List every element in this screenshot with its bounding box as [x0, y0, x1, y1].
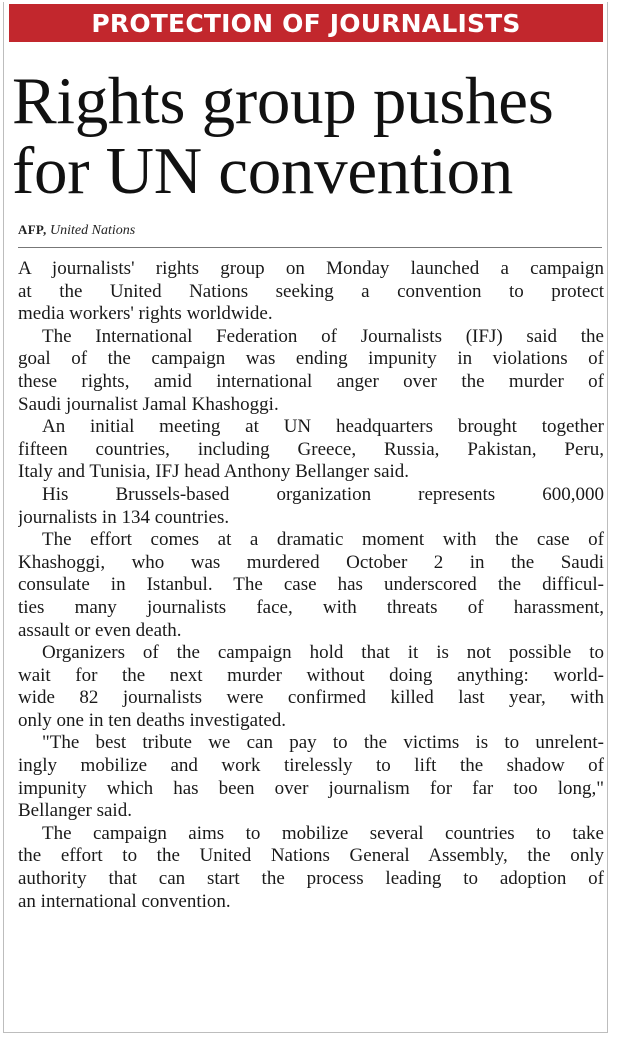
- byline-location: United Nations: [50, 223, 136, 238]
- paragraph-line: assault or even death.: [18, 619, 182, 641]
- paragraph-line: impunity which has been over journalism for far too long,": [18, 777, 604, 799]
- paragraph-line: ingly mobilize and work tirelessly to lift the shadow of: [18, 755, 604, 777]
- paragraph-line: The International Federation of Journalists (IFJ) said the: [42, 325, 604, 347]
- paragraph-line: Saudi journalist Jamal Khashoggi.: [18, 393, 279, 415]
- paragraph-line: fifteen countries, including Greece, Russia, Pakistan, Peru,: [18, 438, 604, 460]
- paragraph-line: Italy and Tunisia, IFJ head Anthony Bellanger said.: [18, 461, 410, 483]
- paragraph: [18, 642, 604, 732]
- paragraph-line: consulate in Istanbul. The case has underscored the difficul-: [18, 574, 604, 596]
- paragraph-line: ties many journalists face, with threats of harassment,: [18, 596, 604, 618]
- paragraph: [18, 732, 604, 822]
- paragraph: [18, 416, 604, 484]
- paragraph-line: the effort to the United Nations General Assembly, the only: [18, 845, 604, 867]
- byline-source: AFP,: [18, 222, 47, 237]
- paragraph-line: authority that can start the process leading to adoption of: [18, 868, 604, 890]
- headline-line: Rights group pushes: [12, 64, 554, 138]
- paragraph: [18, 258, 604, 326]
- paragraph: [18, 326, 604, 416]
- paragraph-line: goal of the campaign was ending impunity in violations of: [18, 348, 604, 370]
- paragraph-line: at the United Nations seeking a convention to protect: [18, 280, 604, 302]
- paragraph-line: Organizers of the campaign hold that it is not possible to: [42, 642, 604, 664]
- paragraph: [18, 484, 604, 529]
- paragraph-line: The campaign aims to mobilize several countries to take: [42, 822, 604, 844]
- paragraph-line: His Brussels-based organization represents 600,000: [42, 483, 604, 505]
- paragraph-line: wait for the next murder without doing anything: world-: [18, 664, 604, 686]
- headline-line: for UN convention: [12, 134, 513, 208]
- byline-rule: [18, 247, 602, 248]
- paragraph-line: Khashoggi, who was murdered October 2 in the Saudi: [18, 551, 604, 573]
- paragraph-line: an international convention.: [18, 890, 231, 912]
- byline: [18, 222, 135, 239]
- article-body: [18, 258, 604, 913]
- paragraph: [18, 529, 604, 642]
- section-kicker: [9, 4, 603, 42]
- paragraph-line: only one in ten deaths investigated.: [18, 709, 287, 731]
- kicker-text: PROTECTION OF JOURNALISTS: [91, 8, 521, 38]
- paragraph-line: "The best tribute we can pay to the victims is to unrelent-: [42, 732, 604, 754]
- paragraph-line: these rights, amid international anger over the murder of: [18, 370, 604, 392]
- paragraph: [18, 823, 604, 913]
- paragraph-line: Bellanger said.: [18, 800, 132, 822]
- paragraph-line: media workers' rights worldwide.: [18, 303, 273, 325]
- paragraph-line: A journalists' rights group on Monday launched a campaign: [18, 258, 604, 279]
- paragraph-line: The effort comes at a dramatic moment with the case of: [42, 529, 604, 551]
- paragraph-line: journalists in 134 countries.: [18, 506, 230, 528]
- paragraph-line: An initial meeting at UN headquarters brought together: [42, 416, 604, 438]
- headline: [12, 66, 612, 206]
- paragraph-line: wide 82 journalists were confirmed killed last year, with: [18, 687, 604, 709]
